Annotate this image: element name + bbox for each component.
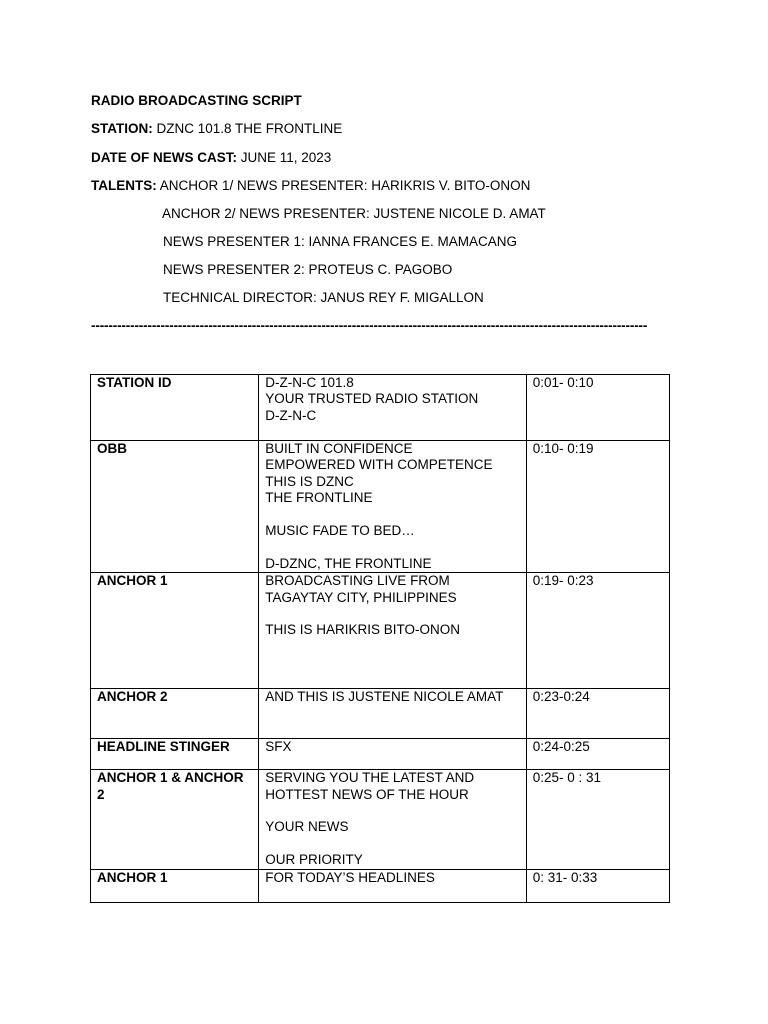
talent-entry: ANCHOR 1/ NEWS PRESENTER: HARIKRIS V. BITO-ONON <box>159 178 531 193</box>
content-line <box>265 836 519 852</box>
content-cell <box>259 770 526 869</box>
content-cell <box>259 573 526 689</box>
content-cell <box>259 441 526 573</box>
talent-entry: TECHNICAL DIRECTOR: JANUS REY F. MIGALLON <box>163 290 484 305</box>
divider-line: -------------------------------------------------------------------------------------------------------------------------------- <box>91 318 648 333</box>
talent-entry: NEWS PRESENTER 2: PROTEUS C. PAGOBO <box>163 262 453 277</box>
talent-entry: NEWS PRESENTER 1: IANNA FRANCES E. MAMACANG <box>163 234 518 249</box>
segment-cell: STATION ID <box>91 375 259 441</box>
content-line: YOUR TRUSTED RADIO STATION <box>265 391 479 407</box>
table-row <box>91 375 670 441</box>
script-table <box>90 374 670 903</box>
segment-cell: ANCHOR 1 & ANCHOR 2 <box>91 770 259 869</box>
content-line <box>265 803 519 819</box>
content-line: TAGAYTAY CITY, PHILIPPINES <box>265 589 457 605</box>
content-line: FOR TODAY’S HEADLINES <box>265 869 435 885</box>
talent-entry: ANCHOR 2/ NEWS PRESENTER: JUSTENE NICOLE D. AMAT <box>162 206 546 221</box>
table-row <box>91 573 670 689</box>
date-value: JUNE 11, 2023 <box>240 150 332 165</box>
station-value: DZNC 101.8 THE FRONTLINE <box>156 121 343 136</box>
content-line: AND THIS IS JUSTENE NICOLE AMAT <box>265 689 504 705</box>
content-line <box>265 606 519 622</box>
segment-cell: HEADLINE STINGER <box>91 739 259 770</box>
time-cell: 0:19- 0:23 <box>526 573 669 689</box>
table-row <box>91 739 670 770</box>
time-cell: 0: 31- 0:33 <box>526 869 669 902</box>
content-line: D-DZNC, THE FRONTLINE <box>265 555 432 571</box>
time-cell: 0:01- 0:10 <box>526 375 669 441</box>
content-line: BUILT IN CONFIDENCE <box>265 441 413 456</box>
content-line: OUR PRIORITY <box>265 852 363 868</box>
content-line: MUSIC FADE TO BED… <box>265 523 415 539</box>
segment-cell: OBB <box>91 441 259 573</box>
station-label: STATION: <box>91 121 153 136</box>
date-line <box>91 150 331 166</box>
time-cell: 0:23-0:24 <box>526 689 669 739</box>
table-row <box>91 770 670 869</box>
segment-cell: ANCHOR 1 <box>91 573 259 689</box>
content-line: BROADCASTING LIVE FROM <box>265 573 450 589</box>
segment-cell: ANCHOR 1 <box>91 869 259 902</box>
time-cell: 0:25- 0 : 31 <box>526 770 669 869</box>
time-cell: 0:24-0:25 <box>526 739 669 770</box>
content-line: EMPOWERED WITH COMPETENCE <box>265 457 493 473</box>
content-line: THE FRONTLINE <box>265 490 373 506</box>
content-line: HOTTEST NEWS OF THE HOUR <box>265 786 469 802</box>
content-line <box>265 507 519 523</box>
script-title: RADIO BROADCASTING SCRIPT <box>91 93 302 108</box>
content-line: THIS IS HARIKRIS BITO-ONON <box>265 622 461 638</box>
segment-cell: ANCHOR 2 <box>91 689 259 739</box>
content-line: THIS IS DZNC <box>265 473 354 489</box>
content-cell <box>259 869 526 902</box>
station-line <box>91 121 342 137</box>
content-line: D-Z-N-C 101.8 <box>265 375 354 390</box>
content-line: YOUR NEWS <box>265 819 349 835</box>
content-line: SFX <box>265 739 292 755</box>
talents-label: TALENTS: <box>91 178 157 193</box>
content-cell <box>259 689 526 739</box>
content-line <box>265 539 519 555</box>
date-label: DATE OF NEWS CAST: <box>91 150 237 165</box>
table-row <box>91 689 670 739</box>
content-cell <box>259 739 526 770</box>
content-line: D-Z-N-C <box>265 407 317 423</box>
talents-line <box>91 178 530 194</box>
content-line: SERVING YOU THE LATEST AND <box>265 770 475 786</box>
table-row <box>91 441 670 573</box>
content-cell <box>259 375 526 441</box>
time-cell: 0:10- 0:19 <box>526 441 669 573</box>
table-row <box>91 869 670 902</box>
